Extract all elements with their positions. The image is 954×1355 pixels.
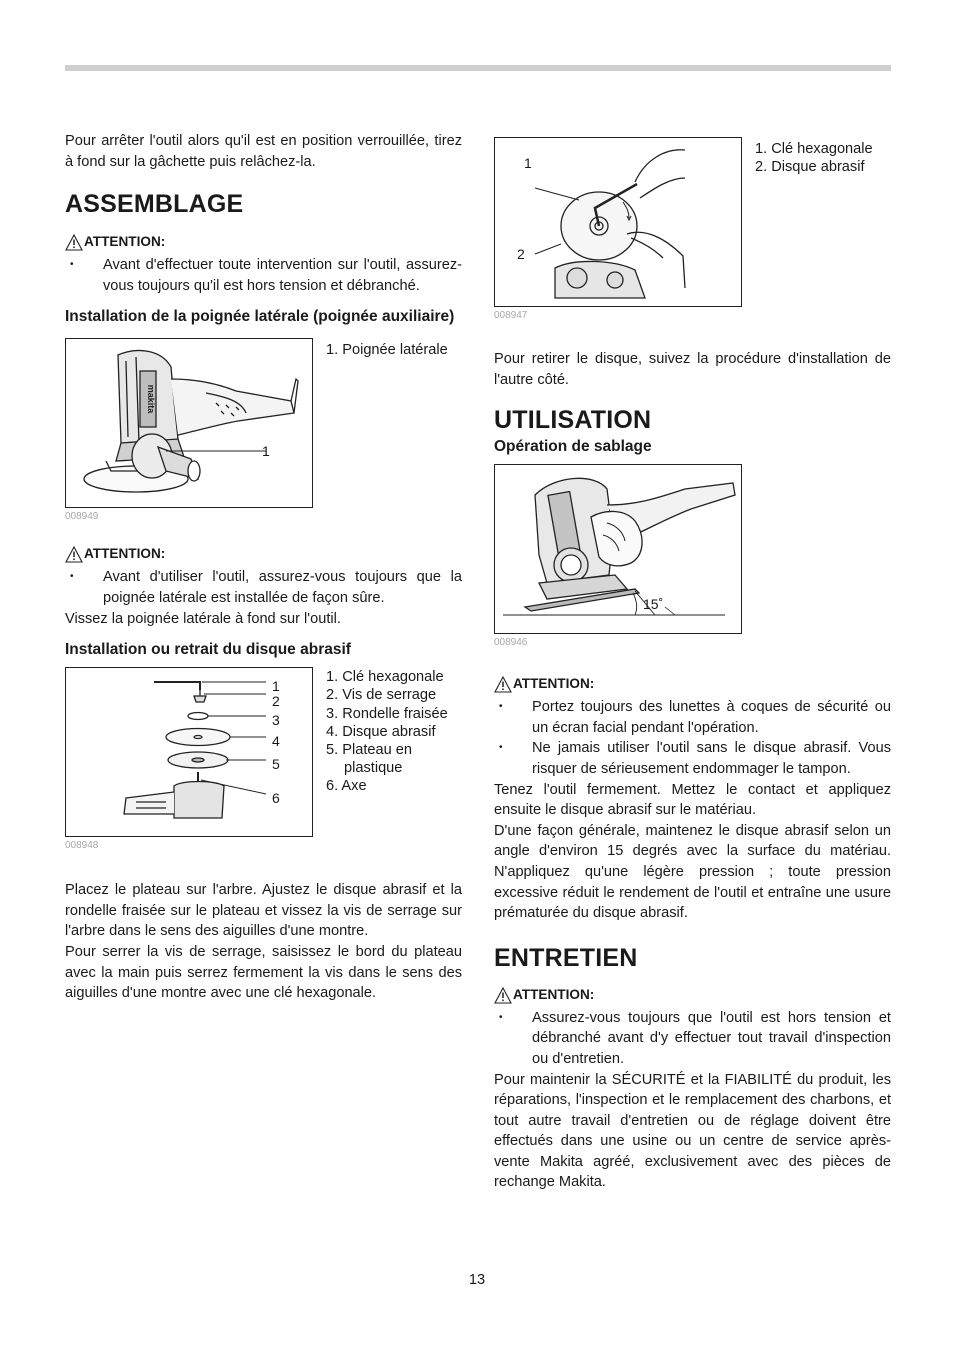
assemblage-heading: ASSEMBLAGE <box>65 190 244 219</box>
intro-paragraph: Pour arrêter l'outil alors qu'il est en position verrouillée, tirez à fond sur la gâchette puis relâchez-la. <box>65 133 462 170</box>
warning-triangle-icon <box>494 987 512 1004</box>
figure-code: 008947 <box>494 310 528 321</box>
left-column <box>65 128 462 1004</box>
brand-text: makita <box>146 385 156 414</box>
attention-4-item: • Assurez-vous toujours que l'outil est hors tension et débranché avant d'y effectuer tout travail d'inspection ou d'entretien. <box>494 1008 891 1070</box>
page-number: 13 <box>468 1272 486 1288</box>
legend-item: 1. Poignée latérale <box>326 342 448 359</box>
attention-3-item: • Ne jamais utiliser l'outil sans le disque abrasif. Vous risquer de sérieusement endommager le tampon. <box>494 738 891 779</box>
attention-1 <box>65 233 462 251</box>
hex-key-illustration <box>494 137 742 307</box>
warning-triangle-icon <box>65 546 83 563</box>
sanding-angle-illustration <box>494 464 742 634</box>
use-paragraph-1: Tenez l'outil fermement. Mettez le contact et appliquez ensuite le disque abrasif sur le matériau. <box>494 781 891 819</box>
legend-item: 4. Disque abrasif <box>326 723 436 740</box>
warning-triangle-icon <box>494 676 512 693</box>
hex-key-legend <box>755 140 873 176</box>
figure-code: 008949 <box>65 511 99 523</box>
attention-2-item: • Avant d'utiliser l'outil, assurez-vous toujours que la poignée latérale est installée de façon sûre. <box>65 567 462 608</box>
entretien-heading: ENTRETIEN <box>494 943 638 972</box>
utilisation-heading: UTILISATION <box>494 406 652 435</box>
figure-abrasive-disc <box>65 667 462 837</box>
callout-5: 5 <box>272 756 280 773</box>
callout-3: 3 <box>272 712 280 729</box>
disc-exploded-illustration <box>65 667 313 837</box>
handle-note: Vissez la poignée latérale à fond sur l'outil. <box>65 610 341 627</box>
legend-item: 5. Plateau en <box>326 741 413 758</box>
figure-code: 008946 <box>494 637 528 649</box>
attention-2-label: ATTENTION: <box>84 546 166 562</box>
attention-2 <box>65 545 462 563</box>
callout-2: 2 <box>517 246 525 262</box>
legend-item: 2. Vis de serrage <box>326 687 437 704</box>
legend-item: 6. Axe <box>326 778 367 795</box>
disc-paragraph-2: Pour serrer la vis de serrage, saisissez le bord du plateau avec la main puis serrez fermement la vis dans le sens des aiguilles d'une montre avec une clé hexagonale. <box>65 943 462 1002</box>
warning-triangle-icon <box>65 234 83 251</box>
callout-4: 4 <box>272 733 280 750</box>
callout-1: 1 <box>524 155 532 171</box>
attention-1-label: ATTENTION: <box>84 234 166 250</box>
header-rule <box>65 65 891 71</box>
handle-install-heading: Installation de la poignée latérale (poignée auxiliaire) <box>65 308 455 326</box>
attention-3 <box>494 675 891 693</box>
disc-legend <box>326 668 448 795</box>
remove-disc-paragraph: Pour retirer le disque, suivez la procédure d'installation de l'autre côté. <box>494 351 891 388</box>
sanding-angle-drawing <box>495 465 743 635</box>
callout-1: 1 <box>272 678 280 695</box>
attention-4-label: ATTENTION: <box>513 986 595 1002</box>
right-column <box>494 128 891 1193</box>
hex-key-drawing <box>495 138 743 308</box>
side-handle-illustration <box>65 338 313 508</box>
attention-1-item: • Avant d'effectuer toute intervention sur l'outil, assurez-vous toujours qu'il est hors tension et débranché. <box>65 255 462 296</box>
legend-item: 2. Disque abrasif <box>755 159 865 176</box>
callout-6: 6 <box>272 790 280 807</box>
figure-code: 008948 <box>65 840 99 852</box>
attention-3-label: ATTENTION: <box>513 676 595 692</box>
legend-item: 1. Clé hexagonale <box>326 669 444 686</box>
sanding-heading: Opération de sablage <box>494 438 652 456</box>
attention-3-item: • Portez toujours des lunettes à coques de sécurité ou un écran facial pendant l'opération. <box>494 697 891 738</box>
figure-side-handle <box>65 338 462 508</box>
legend-item: 1. Clé hexagonale <box>755 141 873 157</box>
legend-item: 3. Rondelle fraisée <box>326 705 448 722</box>
side-handle-legend <box>326 341 448 359</box>
figure-hex-key <box>494 137 891 307</box>
disc-install-heading: Installation ou retrait du disque abrasif <box>65 641 351 659</box>
disc-paragraph-1: Placez le plateau sur l'arbre. Ajustez le disque abrasif et la rondelle fraisée sur le plateau et vissez la vis de serrage sur l'arbre dans le sens des aiguilles d'une montre. <box>65 882 462 940</box>
callout-2: 2 <box>272 693 280 710</box>
callout-1: 1 <box>262 443 270 460</box>
sander-with-handle-drawing <box>66 339 314 509</box>
legend-item: plastique <box>344 760 403 777</box>
maintenance-paragraph: Pour maintenir la SÉCURITÉ et la FIABILITÉ du produit, les réparations, l'inspection et le remplacement des charbons, et tout autre travail d'entretien ou de réglage doivent être effectués dans une usine ou un centre de service après-vente Makita agréé, exclusivement avec des pièces de rechange Makita. <box>494 1071 891 1191</box>
attention-4 <box>494 986 891 1004</box>
use-paragraph-2: D'une façon générale, maintenez le disque abrasif selon un angle d'environ 15 degrés avec la surface du matériau. N'appliquez qu'une légère pression ; toute pression excessive réduit le rendement de l'outil et entraîne une usure prématurée du disque abrasif. <box>494 822 891 922</box>
angle-label: 15˚ <box>643 596 664 613</box>
